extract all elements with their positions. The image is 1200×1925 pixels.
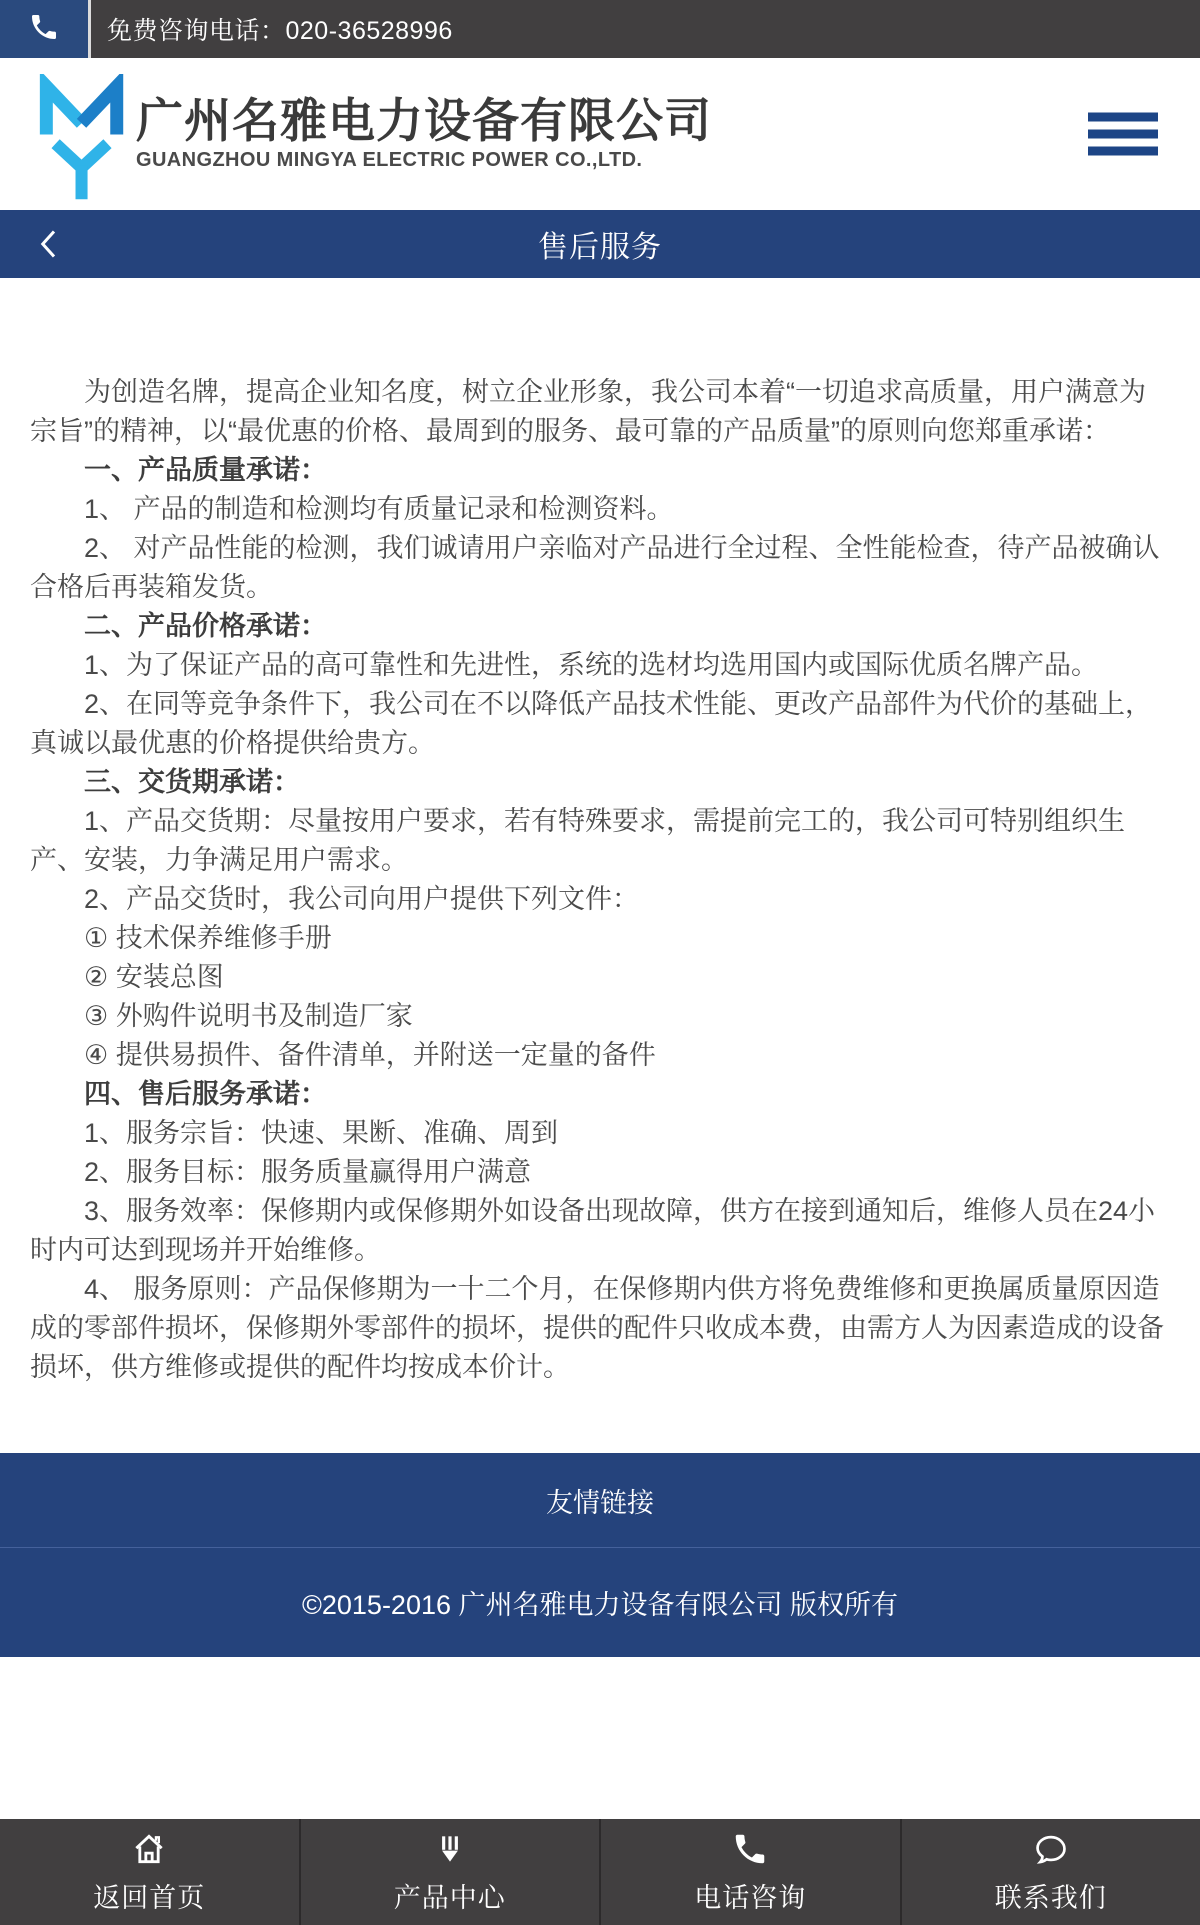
site-header: [0, 58, 1200, 210]
bottom-nav: [0, 1819, 1200, 1925]
top-phone-bar: [0, 0, 1200, 58]
nav-label: 联系我们: [994, 1883, 1107, 1913]
content-heading: 二、产品价格承诺：: [84, 611, 327, 641]
footer-spacer: [0, 1657, 1200, 1819]
nav-item-home[interactable]: [0, 1819, 299, 1925]
content-list-item: ③ 外购件说明书及制造厂家: [84, 1001, 413, 1031]
content-list-item: ② 安装总图: [84, 962, 224, 992]
page-title: 售后服务: [538, 231, 662, 264]
chat-icon: [1032, 1829, 1070, 1869]
content-heading: 四、售后服务承诺：: [84, 1079, 327, 1109]
content-paragraph: 4、 服务原则：产品保修期为一十二个月，在保修期内供方将免费维修和更换属质量原因造成的零部件损坏，保修期外零部件的损坏，提供的配件只收成本费，由需方人为因素造成的设备损坏，供方维修或提供的配件均按成本价计。: [30, 1274, 1164, 1382]
nav-item-phone[interactable]: [599, 1819, 900, 1925]
phone-icon: [28, 11, 60, 48]
content-list-item: ④ 提供易损件、备件清单，并附送一定量的备件: [84, 1040, 656, 1070]
content-paragraph: 1、服务宗旨：快速、果断、准确、周到: [84, 1118, 559, 1148]
content-paragraph: 1、为了保证产品的高可靠性和先进性，系统的选材均选用国内或国际优质名牌产品。: [84, 650, 1099, 680]
content-paragraph: 3、服务效率：保修期内或保修期外如设备出现故障，供方在接到通知后，维修人员在24小时内可达到现场并开始维修。: [30, 1196, 1156, 1265]
article-content: [0, 278, 1200, 1453]
content-paragraph: 2、在同等竞争条件下，我公司在不以降低产品技术性能、更改产品部件为代价的基础上，真诚以最优惠的价格提供给贵方。: [30, 689, 1153, 758]
friendly-links-link[interactable]: 友情链接: [546, 1487, 654, 1518]
content-paragraph: 2、服务目标：服务质量赢得用户满意: [84, 1157, 532, 1187]
phone-icon: [731, 1829, 769, 1869]
content-paragraph: 2、产品交货时，我公司向用户提供下列文件：: [84, 884, 640, 914]
content-paragraph: 1、产品交货期：尽量按用户要求，若有特殊要求，需提前完工的，我公司可特别组织生产、安装，力争满足用户需求。: [30, 806, 1126, 875]
nav-label: 产品中心: [393, 1883, 506, 1913]
nav-item-products[interactable]: [299, 1819, 600, 1925]
company-name-en: GUANGZHOU MINGYA ELECTRIC POWER CO.,LTD.: [136, 148, 643, 171]
copyright-bar: [0, 1547, 1200, 1657]
chevron-left-icon: [34, 226, 64, 262]
page-title-bar: [0, 210, 1200, 278]
content-heading: 三、交货期承诺：: [84, 767, 300, 797]
company-logo[interactable]: [38, 74, 126, 211]
products-icon: [431, 1829, 469, 1869]
free-consult-phone[interactable]: 免费咨询电话：020-36528996: [107, 17, 453, 45]
menu-button[interactable]: [1088, 105, 1158, 164]
nav-item-contact[interactable]: [900, 1819, 1200, 1925]
copyright-text: ©2015-2016 广州名雅电力设备有限公司 版权所有: [301, 1590, 899, 1620]
hamburger-icon: [1088, 113, 1158, 122]
home-icon: [130, 1829, 168, 1869]
content-paragraph: 1、 产品的制造和检测均有质量记录和检测资料。: [84, 494, 674, 524]
company-name-block: [136, 96, 712, 171]
back-button[interactable]: [34, 226, 64, 262]
content-paragraph: 为创造名牌，提高企业知名度，树立企业形象，我公司本着“一切追求高质量，用户满意为宗旨”的精神，以“最优惠的价格、最周到的服务、最可靠的产品质量”的原则向您郑重承诺：: [30, 377, 1146, 446]
friendly-links-bar: [0, 1453, 1200, 1547]
phone-box[interactable]: [0, 0, 88, 58]
company-name-cn: 广州名雅电力设备有限公司: [136, 94, 712, 148]
nav-label: 电话咨询: [694, 1883, 807, 1913]
logo-my-icon: [38, 74, 126, 206]
content-heading: 一、产品质量承诺：: [84, 455, 327, 485]
content-paragraph: 2、 对产品性能的检测，我们诚请用户亲临对产品进行全过程、全性能检查，待产品被确认合格后再装箱发货。: [30, 533, 1160, 602]
nav-label: 返回首页: [93, 1883, 206, 1913]
content-list-item: ① 技术保养维修手册: [84, 923, 332, 953]
